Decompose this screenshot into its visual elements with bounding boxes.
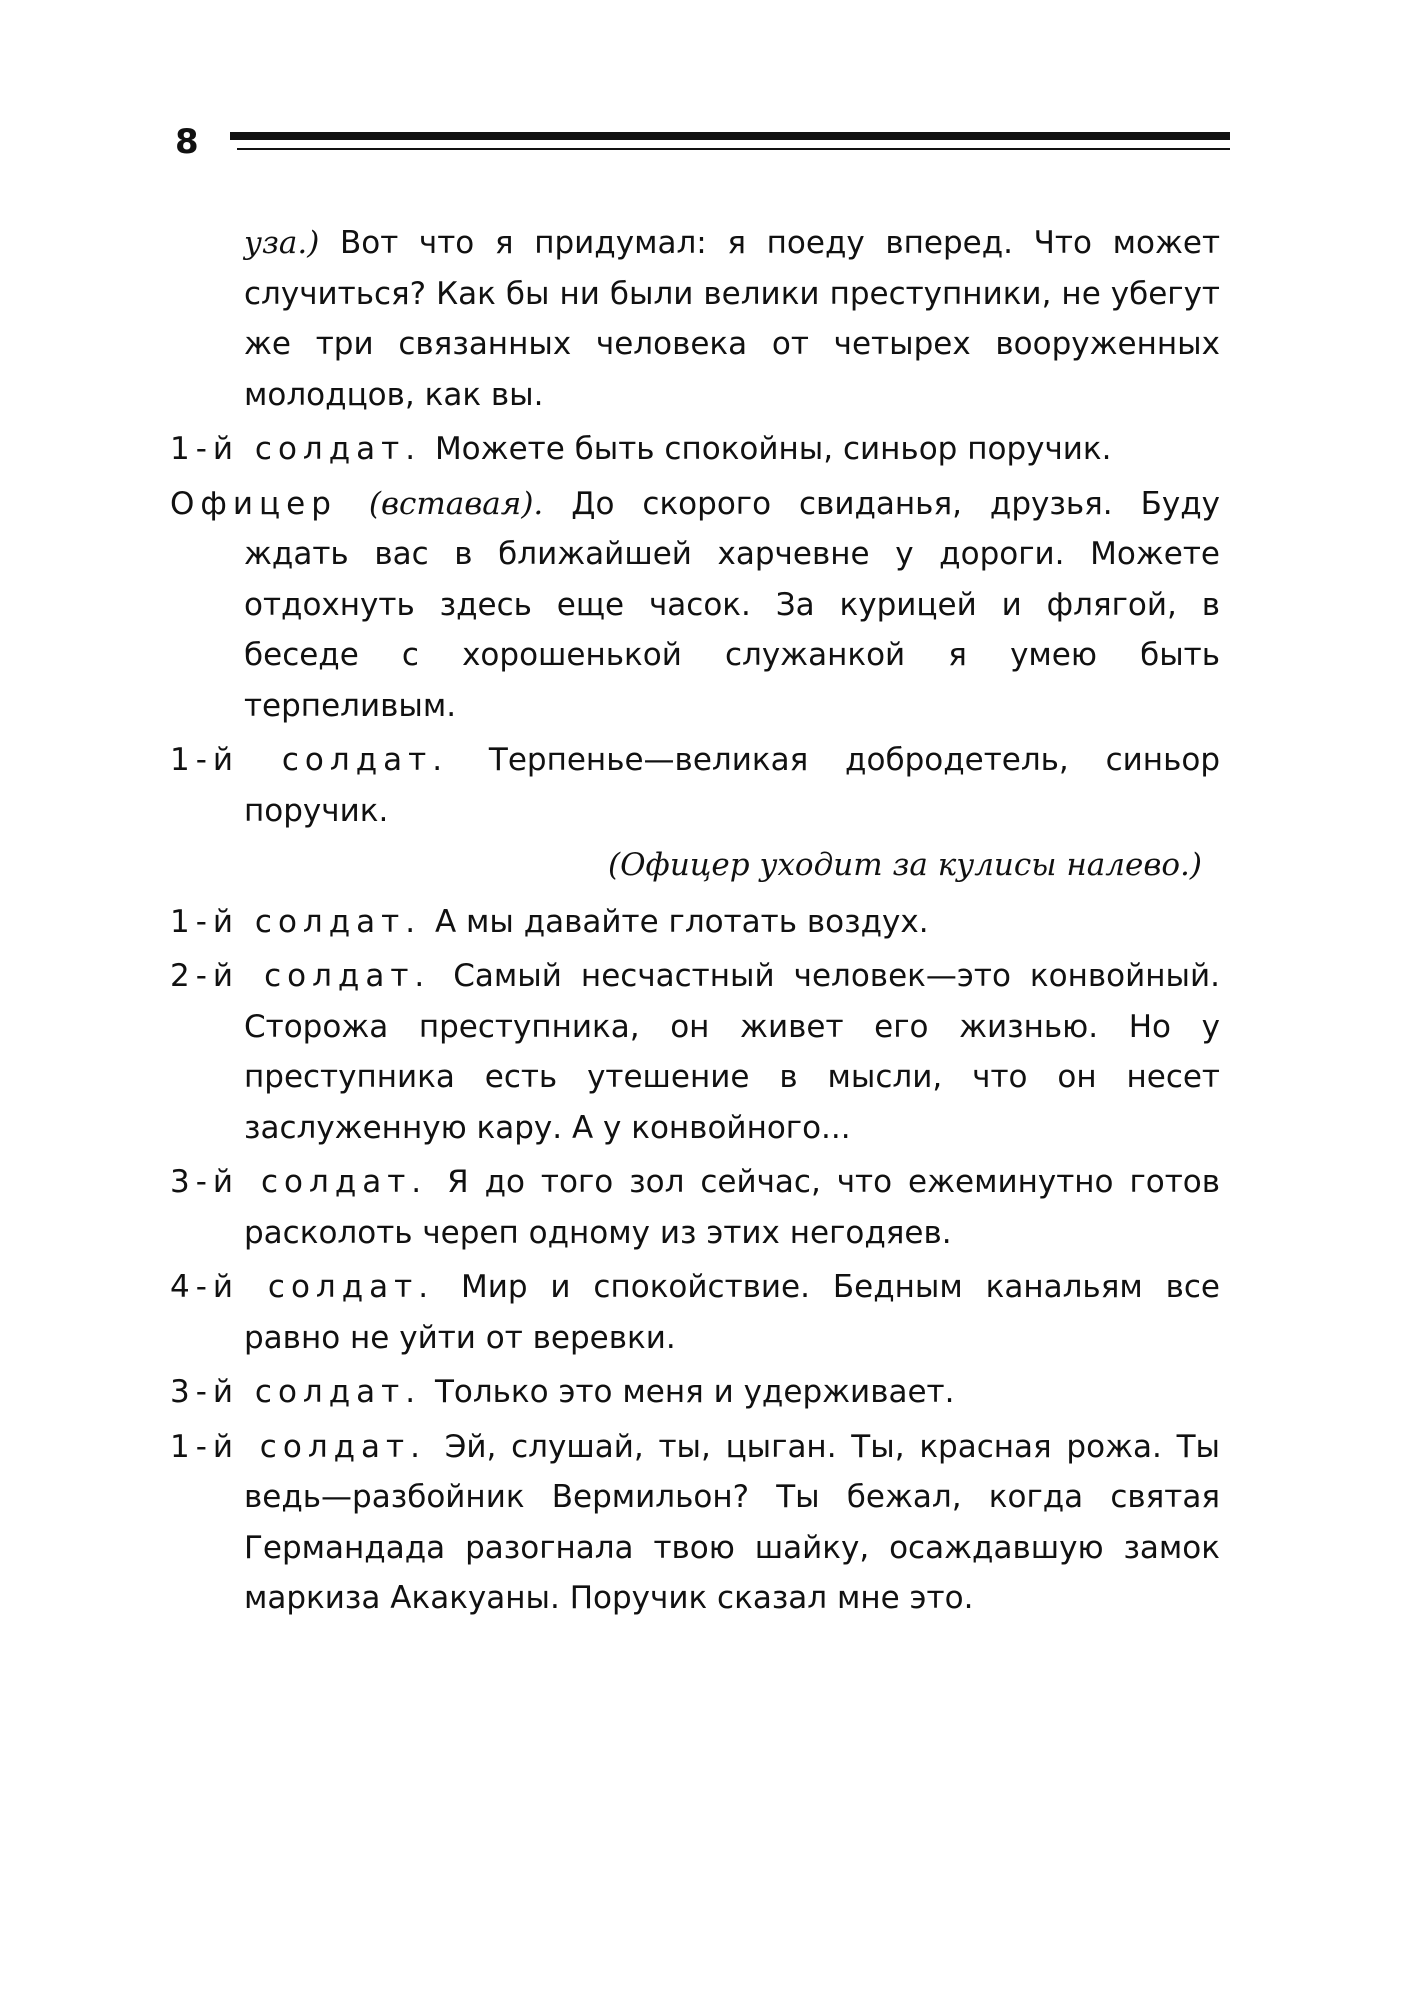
dialogue-paragraph	[170, 1262, 1220, 1363]
dialogue-paragraph	[170, 424, 1220, 475]
speaker-name: 4-й солдат.	[170, 1269, 435, 1305]
speaker-name: 2-й солдат.	[170, 958, 431, 994]
dialogue-text: Терпенье—великая добродетель, синьор поручик.	[244, 742, 1220, 829]
dialogue-paragraph	[170, 735, 1220, 836]
stage-direction: (вставая).	[368, 485, 544, 522]
dialogue-paragraph	[170, 479, 1220, 732]
speaker-name: 1-й солдат.	[170, 742, 449, 778]
dialogue-text: А мы давайте глотать воздух.	[434, 903, 929, 940]
header-rule-thin	[237, 148, 1230, 150]
dialogue-text: До скорого свиданья, друзья. Буду ждать вас в ближайшей харчевне у дороги. Можете отдохнуть здесь еще часок. За курицей и флягой, в беседе с хорошенькой служанкой я умею быть терпеливым.	[244, 485, 1220, 724]
speaker-name: 1-й солдат.	[170, 903, 422, 940]
speaker-name: Офицер	[170, 485, 337, 522]
dialogue-text: Можете быть спокойны, синьор поручик.	[434, 431, 1112, 467]
page-number: 8	[175, 122, 199, 162]
dialogue-text: Вот что я придумал: я поеду вперед. Что может случиться? Как бы ни были велики преступники, не убегут же три связанных человека от четырех вооруженных молодцов, как вы.	[244, 225, 1220, 413]
dialogue-text: Эй, слушай, ты, цыган. Ты, красная рожа. Ты ведь—разбойник Вермильон? Ты бежал, когда святая Германдада разогнала твою шайку, осаждавшую замок маркиза Акакуаны. Поручик сказал мне это.	[244, 1428, 1220, 1616]
dialogue-paragraph	[170, 1422, 1220, 1624]
dialogue-text: Я до того зол сейчас, что ежеминутно готов расколоть череп одному из этих негодяев.	[244, 1164, 1220, 1251]
dialogue-paragraph	[170, 951, 1220, 1153]
speaker-name: 1-й солдат.	[170, 431, 422, 467]
dialogue-paragraph	[170, 218, 1220, 420]
speaker-name: 3-й солдат.	[170, 1164, 428, 1200]
dialogue-text: Только это меня и удерживает.	[434, 1374, 955, 1410]
dialogue-text: Мир и спокойствие. Бедным канальям все равно не уйти от веревки.	[244, 1269, 1220, 1356]
dialogue-paragraph	[170, 897, 1220, 948]
play-text	[170, 218, 1220, 1628]
dialogue-paragraph	[170, 1157, 1220, 1258]
speaker-name: 3-й солдат.	[170, 1374, 422, 1410]
stage-direction-line: (Офицер уходит за кулисы налево.)	[608, 847, 1202, 883]
stage-direction: уза.)	[244, 225, 320, 261]
page-header	[175, 118, 1235, 168]
dialogue-paragraph	[170, 1367, 1220, 1418]
dialogue-text: Самый несчастный человек—это конвойный. Сторожа преступника, он живет его жизнью. Но у преступника есть утешение в мысли, что он несет заслуженную кару. А у конвойного...	[244, 958, 1221, 1146]
speaker-name: 1-й солдат.	[170, 1428, 426, 1465]
header-rule-thick	[230, 132, 1230, 140]
